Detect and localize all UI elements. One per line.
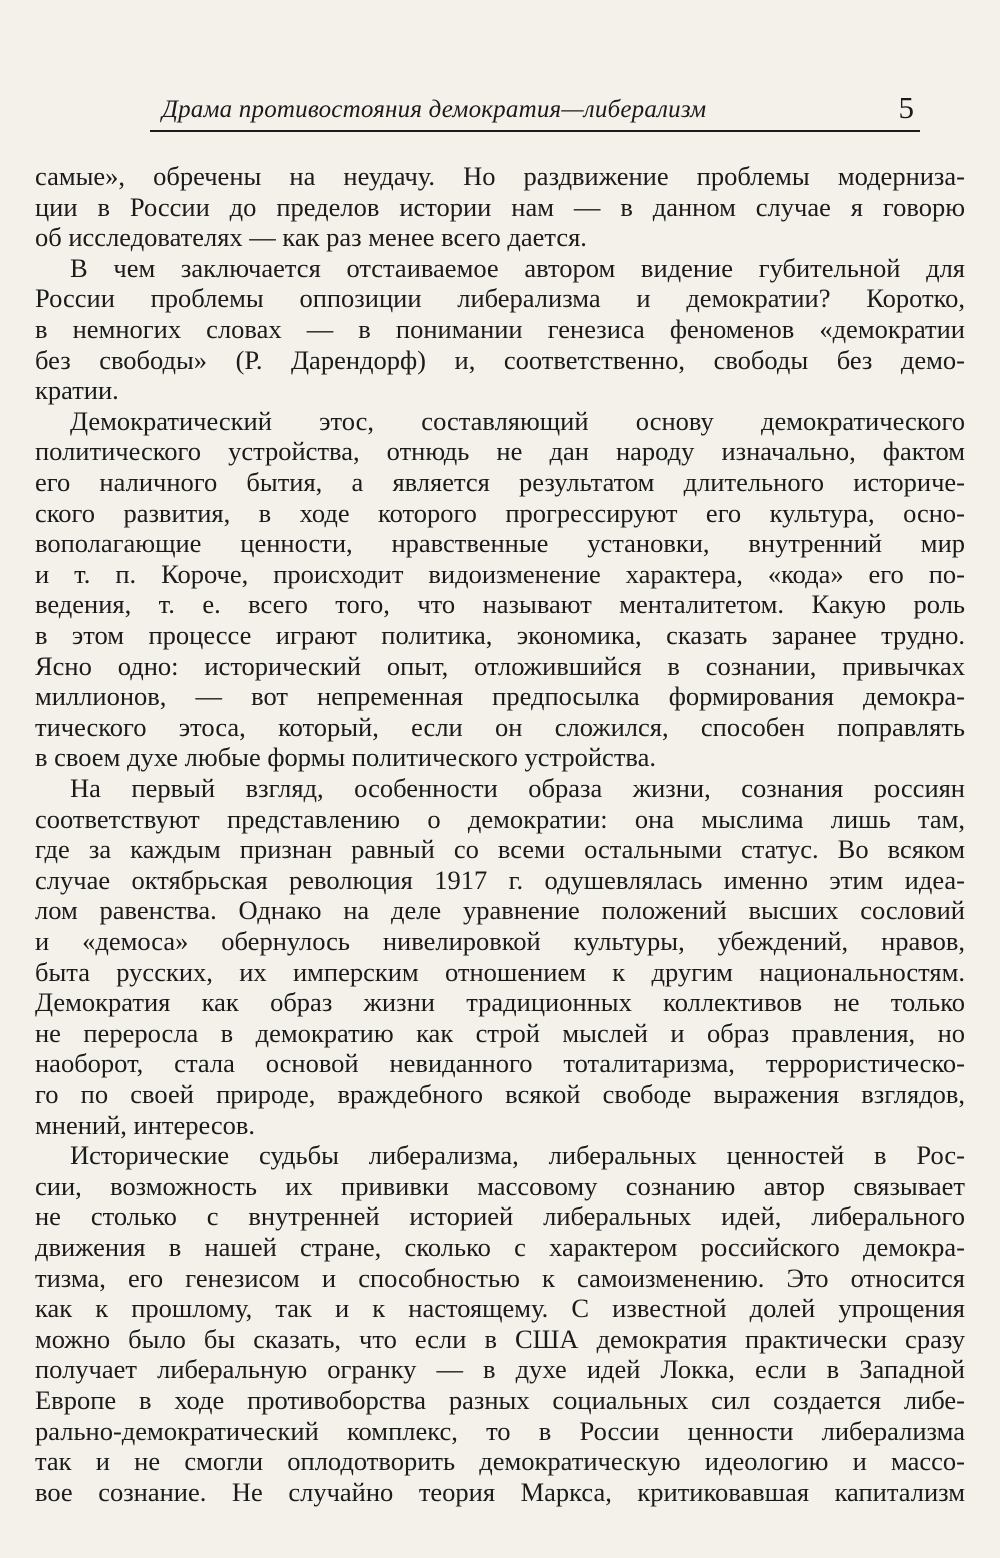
text-line: России проблемы оппозиции либерализма и демократии? Коротко, <box>35 283 965 314</box>
text-line: быта русских, их имперским отношением к другим национальностям. <box>35 956 965 987</box>
text-line: го по своей природе, враждебного всякой свободе выражения взглядов, <box>35 1079 965 1109</box>
text-line: миллионов, — вот непременная предпосылка формирования демокра- <box>35 681 965 712</box>
text-line: случае октябрьская революция 1917 г. одушевлялась именно этим идеа- <box>35 864 965 895</box>
text-line: соответствуют представлению о демократии: она мыслима лишь там, <box>35 803 965 834</box>
text-line: и т. п. Короче, происходит видоизменение характера, «кода» его по- <box>35 558 965 589</box>
text-line: тического этоса, который, если он сложился, способен поправлять <box>35 711 965 742</box>
text-line: движения в нашей стране, сколько с характером российского демокра- <box>35 1232 965 1262</box>
text-line: так и не смогли оплодотворить демократическую идеологию и массо- <box>35 1446 965 1477</box>
text-line: в своем духе любые формы политического устройства. <box>35 742 656 773</box>
text-line: ции в России до пределов истории нам — в данном случае я говорю <box>35 191 965 222</box>
text-line: без свободы» (Р. Дарендорф) и, соответственно, свободы без демо- <box>35 344 965 375</box>
text-line: его наличного бытия, а является результатом длительного историче- <box>35 467 965 497</box>
text-line: политического устройства, отнюдь не дан народу изначально, фактом <box>35 436 965 467</box>
text-line: кратии. <box>35 375 119 406</box>
text-line: и «демоса» обернулось нивелировкой культуры, убеждений, нравов, <box>35 926 965 956</box>
text-line: как к прошлому, так и к настоящему. С известной долей упрощения <box>35 1293 965 1324</box>
text-line: На первый взгляд, особенности образа жизни, сознания россиян <box>70 773 965 803</box>
page-number: 5 <box>898 90 914 125</box>
text-line: тизма, его генезисом и способностью к самоизменению. Это относится <box>35 1262 965 1293</box>
text-line: наоборот, стала основой невиданного тоталитаризма, террористическо- <box>35 1048 965 1079</box>
text-line: можно было бы сказать, что если в США демократия практически сразу <box>35 1323 965 1354</box>
text-line: Демократия как образ жизни традиционных коллективов не только <box>35 987 965 1018</box>
text-line: Ясно одно: исторический опыт, отложившийся в сознании, привычках <box>35 650 965 681</box>
text-line: не столько с внутренней историей либеральных идей, либерального <box>35 1201 965 1232</box>
text-line: в немногих словах — в понимании генезиса феноменов «демократии <box>35 314 965 344</box>
text-line: вое сознание. Не случайно теория Маркса, критиковавшая капитализм <box>35 1476 965 1507</box>
running-title: Драма противостояния демократия—либерализм <box>162 96 707 123</box>
text-line: в этом процессе играют политика, экономика, сказать заранее трудно. <box>35 620 965 650</box>
text-line: вополагающие ценности, нравственные установки, внутренний мир <box>35 528 965 559</box>
text-line: Демократический этос, составляющий основу демократического <box>70 405 965 436</box>
text-line: рально-демократический комплекс, то в России ценности либерализма <box>35 1415 965 1446</box>
text-line: Европе в ходе противоборства разных социальных сил создается либе- <box>35 1385 965 1415</box>
text-line: В чем заключается отстаиваемое автором видение губительной для <box>70 252 965 283</box>
text-line: ведения, т. е. всего того, что называют менталитетом. Какую роль <box>35 589 965 620</box>
text-line: ского развития, в ходе которого прогрессируют его культура, осно- <box>35 497 965 528</box>
text-line: мнений, интересов. <box>35 1109 256 1140</box>
text-line: сии, возможность их прививки массовому сознанию автор связывает <box>35 1170 965 1201</box>
text-line: лом равенства. Однако на деле уравнение положений высших сословий <box>35 895 965 926</box>
text-line: получает либеральную огранку — в духе идей Локка, если в Западной <box>35 1354 965 1385</box>
running-head <box>150 84 920 132</box>
text-line: где за каждым признан равный со всеми остальными статус. Во всяком <box>35 834 965 865</box>
text-line: не переросла в демократию как строй мыслей и образ правления, но <box>35 1017 965 1048</box>
text-line: самые», обречены на неудачу. Но раздвижение проблемы модерниза- <box>35 161 965 191</box>
text-line: об исследователях — как раз менее всего дается. <box>35 222 587 253</box>
text-line: Исторические судьбы либерализма, либеральных ценностей в Рос- <box>70 1140 965 1171</box>
